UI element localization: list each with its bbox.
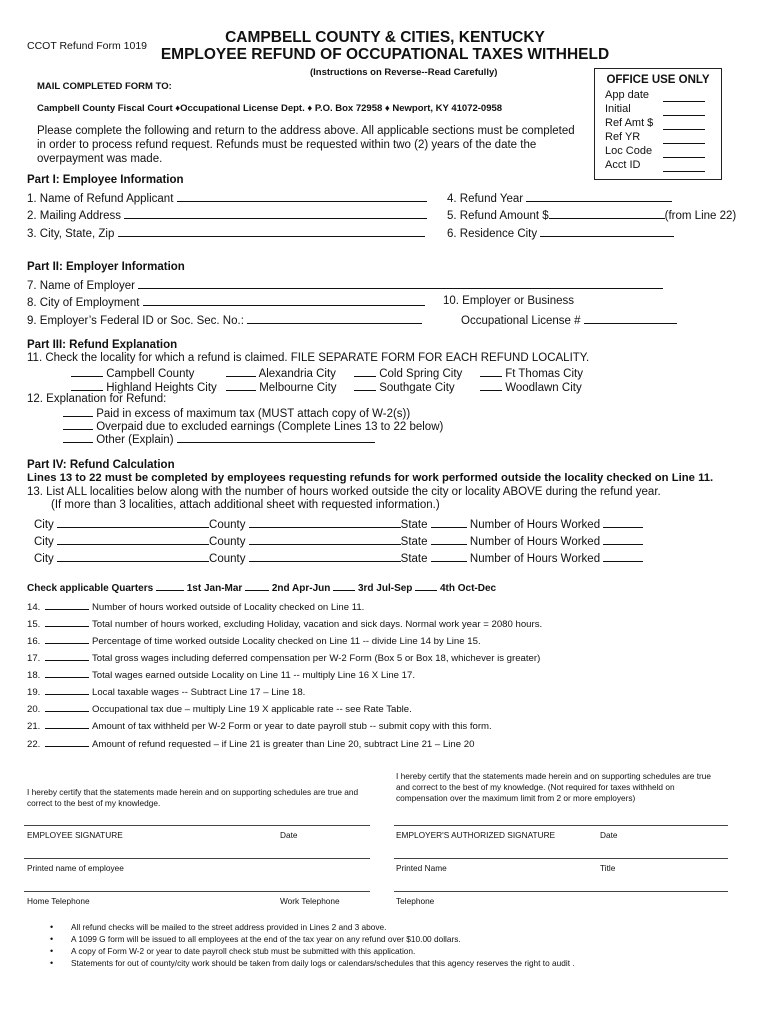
occupational-license-row bbox=[461, 313, 677, 327]
city-field-2[interactable] bbox=[57, 534, 209, 545]
intro-line2: in order to process refund request. Refunds must be requested within two (2) years of the date the bbox=[37, 139, 537, 151]
locality-ft-thomas bbox=[480, 366, 583, 380]
locality-label-southgate: Southgate City bbox=[379, 382, 455, 394]
explanation-other bbox=[63, 432, 375, 446]
calc-line-20 bbox=[27, 702, 412, 715]
locality-melbourne bbox=[226, 380, 337, 394]
applicant-name-field[interactable] bbox=[177, 191, 427, 202]
refund-amount-label: 5. Refund Amount $ bbox=[447, 210, 549, 222]
quarter-label-1: 1st Jan-Mar bbox=[186, 583, 243, 594]
locality-checkbox-southgate[interactable] bbox=[354, 380, 376, 391]
initial-field[interactable] bbox=[663, 106, 705, 116]
line13-instruction: 13. List ALL localities below along with the number of hours worked outside the city or locality ABOVE during the refund year. bbox=[27, 486, 661, 498]
locality-checkbox-melbourne[interactable] bbox=[226, 380, 256, 391]
intro-line3: overpayment was made. bbox=[37, 153, 163, 165]
hours-label: Number of Hours Worked bbox=[469, 536, 601, 548]
calc-line-text: Total number of hours worked, excluding Holiday, vacation and sick days. Normal work year = 2080 hours. bbox=[92, 619, 543, 630]
state-label: State bbox=[400, 536, 428, 548]
locality-cold-spring bbox=[354, 366, 462, 380]
employee-telephone-line[interactable] bbox=[24, 891, 370, 892]
calc-line-text: Local taxable wages -- Subtract Line 17 – Line 18. bbox=[92, 687, 306, 698]
part4-heading: Part IV: Refund Calculation bbox=[27, 459, 175, 471]
quarter-label-2: 2nd Apr-Jun bbox=[271, 583, 331, 594]
work-telephone-label: Work Telephone bbox=[280, 896, 340, 906]
locality-row-3 bbox=[34, 551, 643, 565]
refund-amount-row bbox=[447, 208, 736, 222]
instructions-note: (Instructions on Reverse--Read Carefully) bbox=[310, 67, 498, 78]
note-text-3: A copy of Form W-2 or year to date payroll check stub must be submitted with this application. bbox=[71, 946, 416, 956]
explanation-checkbox-excess[interactable] bbox=[63, 406, 93, 417]
calc-line-num: 14. bbox=[27, 602, 41, 613]
hours-label: Number of Hours Worked bbox=[469, 519, 601, 531]
calc-line-num: 16. bbox=[27, 636, 41, 647]
applicant-name-label: 1. Name of Refund Applicant bbox=[27, 193, 174, 205]
locality-southgate bbox=[354, 380, 455, 394]
calc-line-text: Total wages earned outside Locality on Line 11 -- multiply Line 16 X Line 17. bbox=[92, 670, 416, 681]
line11-instruction: 11. Check the locality for which a refund is claimed. FILE SEPARATE FORM FOR EACH REFUND LOCALITY. bbox=[27, 352, 590, 364]
county-field-2[interactable] bbox=[249, 534, 401, 545]
explanation-excess bbox=[63, 406, 410, 420]
county-field-1[interactable] bbox=[249, 517, 401, 528]
employee-signature-label: EMPLOYEE SIGNATURE bbox=[27, 830, 123, 840]
county-label: County bbox=[209, 553, 246, 565]
line12-label: 12. Explanation for Refund: bbox=[27, 393, 167, 405]
city-of-employment-row bbox=[27, 295, 425, 309]
calc-line-16 bbox=[27, 634, 481, 647]
federal-id-row bbox=[27, 313, 422, 327]
employer-cert-line2: and correct to the best of my knowledge. (Not required for taxes withheld on bbox=[396, 782, 675, 792]
city-label: City bbox=[34, 553, 54, 565]
locality-checkbox-campbell[interactable] bbox=[71, 366, 103, 377]
employee-cert-line2: correct to the best of my knowledge. bbox=[27, 798, 161, 808]
city-label: City bbox=[34, 519, 54, 531]
employer-cert-line1: I hereby certify that the statements made herein and on supporting schedules are true bbox=[396, 771, 712, 781]
city-state-zip-row bbox=[27, 226, 425, 240]
city-state-zip-label: 3. City, State, Zip bbox=[27, 228, 115, 240]
app-date-label: App date bbox=[605, 89, 650, 101]
form-id: CCOT Refund Form 1019 bbox=[27, 40, 148, 52]
printed-employee-label: Printed name of employee bbox=[27, 863, 124, 873]
quarters-label: Check applicable Quarters bbox=[27, 583, 154, 594]
loc-code-field[interactable] bbox=[663, 148, 705, 158]
calc-line-text: Number of hours worked outside of Locality checked on Line 11. bbox=[92, 602, 365, 613]
calc-line-num: 18. bbox=[27, 670, 41, 681]
locality-checkbox-alexandria[interactable] bbox=[226, 366, 256, 377]
locality-label-campbell: Campbell County bbox=[106, 368, 195, 380]
ref-amt-label: Ref Amt $ bbox=[605, 117, 654, 129]
calc-field-22[interactable] bbox=[45, 737, 89, 747]
locality-checkbox-cold-spring[interactable] bbox=[354, 366, 376, 377]
city-label: City bbox=[34, 536, 54, 548]
printed-employee-line[interactable] bbox=[24, 858, 370, 859]
calc-line-num: 22. bbox=[27, 739, 41, 750]
quarter-checkbox-2[interactable] bbox=[245, 582, 269, 591]
city-of-employment-label: 8. City of Employment bbox=[27, 297, 140, 309]
locality-checkbox-woodlawn[interactable] bbox=[480, 380, 502, 391]
note-text-2: A 1099 G form will be issued to all employees at the end of the tax year on any refund over $10.00 dollars. bbox=[71, 934, 461, 944]
calc-line-17 bbox=[27, 651, 540, 664]
calc-field-15[interactable] bbox=[45, 617, 89, 627]
calc-line-19 bbox=[27, 685, 305, 698]
printed-name-line[interactable] bbox=[394, 858, 728, 859]
calc-line-18 bbox=[27, 668, 415, 681]
locality-row-2 bbox=[34, 534, 643, 548]
county-label: County bbox=[209, 536, 246, 548]
calc-field-17[interactable] bbox=[45, 651, 89, 661]
calc-line-21 bbox=[27, 719, 492, 732]
hours-field-1[interactable] bbox=[603, 517, 643, 528]
calc-field-19[interactable] bbox=[45, 685, 89, 695]
title-label: Title bbox=[600, 863, 616, 873]
employer-name-field[interactable] bbox=[138, 278, 663, 289]
locality-checkbox-ft-thomas[interactable] bbox=[480, 366, 502, 377]
employer-cert-line3: compensation over the maximum limit from 2 or more employers) bbox=[396, 793, 636, 803]
mail-label: MAIL COMPLETED FORM TO: bbox=[37, 81, 172, 92]
calc-line-22 bbox=[27, 737, 474, 750]
employer-telephone-label: Telephone bbox=[396, 896, 435, 906]
county-label: County bbox=[209, 519, 246, 531]
mailing-address-field[interactable] bbox=[124, 208, 427, 219]
state-label: State bbox=[400, 553, 428, 565]
locality-campbell bbox=[71, 366, 194, 380]
calc-line-text: Percentage of time worked outside Locality checked on Line 11 -- divide Line 14 by Line 15. bbox=[92, 636, 481, 647]
office-use-box bbox=[594, 68, 722, 180]
printed-name-label: Printed Name bbox=[396, 863, 447, 873]
explanation-label-excluded: Overpaid due to excluded earnings (Complete Lines 13 to 22 below) bbox=[96, 421, 444, 433]
residence-city-label: 6. Residence City bbox=[447, 228, 538, 240]
explanation-other-field[interactable] bbox=[177, 432, 375, 443]
federal-id-label: 9. Employer’s Federal ID or Soc. Sec. No.: bbox=[27, 315, 244, 327]
part4-bold-note: Lines 13 to 22 must be completed by employees requesting refunds for work performed outside the locality checked on Line 11. bbox=[27, 472, 714, 484]
employee-date-label: Date bbox=[280, 830, 298, 840]
acct-id-label: Acct ID bbox=[605, 159, 641, 171]
quarter-checkbox-4[interactable] bbox=[415, 582, 437, 591]
employer-business-label: 10. Employer or Business bbox=[443, 295, 575, 307]
line13-note: (If more than 3 localities, attach additional sheet with requested information.) bbox=[51, 499, 440, 511]
locality-label-woodlawn: Woodlawn City bbox=[505, 382, 582, 394]
state-field-3[interactable] bbox=[431, 551, 467, 562]
calc-line-num: 20. bbox=[27, 704, 41, 715]
locality-woodlawn bbox=[480, 380, 582, 394]
refund-year-row bbox=[447, 191, 672, 205]
intro-line1: Please complete the following and return to the address above. All applicable sections must be completed bbox=[37, 125, 575, 137]
locality-label-alexandria: Alexandria City bbox=[258, 368, 336, 380]
note-item: • bbox=[50, 958, 54, 968]
employee-cert-line1: I hereby certify that the statements made herein and on supporting schedules are true and bbox=[27, 787, 359, 797]
explanation-checkbox-excluded[interactable] bbox=[63, 419, 93, 430]
part3-heading: Part III: Refund Explanation bbox=[27, 339, 178, 351]
state-field-2[interactable] bbox=[431, 534, 467, 545]
employee-signature-line[interactable] bbox=[24, 825, 370, 826]
acct-id-field[interactable] bbox=[663, 162, 705, 172]
state-label: State bbox=[400, 519, 428, 531]
calc-line-text: Total gross wages including deferred compensation per W-2 Form (Box 5 or Box 18, whichever is greater) bbox=[92, 653, 541, 664]
calc-line-14 bbox=[27, 600, 364, 613]
hours-label: Number of Hours Worked bbox=[469, 553, 601, 565]
mailing-address-label: 2. Mailing Address bbox=[27, 210, 121, 222]
locality-alexandria bbox=[226, 366, 336, 380]
city-field-3[interactable] bbox=[57, 551, 209, 562]
explanation-label-other: Other (Explain) bbox=[96, 434, 174, 446]
county-field-3[interactable] bbox=[249, 551, 401, 562]
explanation-checkbox-other[interactable] bbox=[63, 432, 93, 443]
calc-field-20[interactable] bbox=[45, 702, 89, 712]
quarter-label-4: 4th Oct-Dec bbox=[439, 583, 497, 594]
quarter-label-3: 3rd Jul-Sep bbox=[357, 583, 413, 594]
locality-label-melbourne: Melbourne City bbox=[259, 382, 337, 394]
quarter-checkbox-3[interactable] bbox=[333, 582, 355, 591]
part2-heading: Part II: Employer Information bbox=[27, 261, 185, 273]
hours-field-2[interactable] bbox=[603, 534, 643, 545]
calc-line-num: 19. bbox=[27, 687, 41, 698]
ref-amt-field[interactable] bbox=[663, 120, 705, 130]
residence-city-field[interactable] bbox=[540, 226, 674, 237]
mailing-address-row bbox=[27, 208, 427, 222]
employer-signature-line[interactable] bbox=[394, 825, 728, 826]
explanation-label-excess: Paid in excess of maximum tax (MUST attach copy of W-2(s)) bbox=[96, 408, 411, 420]
office-use-heading: OFFICE USE ONLY bbox=[606, 74, 710, 86]
employer-signature-label: EMPLOYER'S AUTHORIZED SIGNATURE bbox=[396, 830, 556, 840]
calc-line-num: 21. bbox=[27, 721, 41, 732]
locality-label-ft-thomas: Ft Thomas City bbox=[505, 368, 583, 380]
city-field-1[interactable] bbox=[57, 517, 209, 528]
refund-year-field[interactable] bbox=[526, 191, 672, 202]
federal-id-field[interactable] bbox=[247, 313, 422, 324]
refund-amount-field[interactable] bbox=[549, 208, 665, 219]
calc-line-num: 15. bbox=[27, 619, 41, 630]
note-item: • bbox=[50, 946, 54, 956]
note-text-4: Statements for out of county/city work should be taken from daily logs or calendars/schedules that this agency reserves the right to audit . bbox=[71, 958, 575, 968]
residence-city-row bbox=[447, 226, 674, 240]
part1-heading: Part I: Employee Information bbox=[27, 174, 184, 186]
ref-yr-field[interactable] bbox=[663, 134, 705, 144]
note-text-1: All refund checks will be mailed to the street address provided in Lines 2 and 3 above. bbox=[71, 922, 387, 932]
calc-line-15 bbox=[27, 617, 542, 630]
note-item: • bbox=[50, 934, 54, 944]
calc-field-18[interactable] bbox=[45, 668, 89, 678]
city-of-employment-field[interactable] bbox=[143, 295, 425, 306]
note-item: • bbox=[50, 922, 54, 932]
calc-line-text: Occupational tax due – multiply Line 19 X applicable rate -- see Rate Table. bbox=[92, 704, 412, 715]
form-title-line2: EMPLOYEE REFUND OF OCCUPATIONAL TAXES WITHHELD bbox=[160, 46, 610, 63]
hours-field-3[interactable] bbox=[603, 551, 643, 562]
locality-highland bbox=[71, 380, 217, 394]
calc-field-21[interactable] bbox=[45, 719, 89, 729]
app-date-field[interactable] bbox=[663, 92, 705, 102]
occupational-license-field[interactable] bbox=[584, 313, 677, 324]
ref-yr-label: Ref YR bbox=[605, 131, 641, 143]
locality-label-highland: Highland Heights City bbox=[106, 382, 217, 394]
occupational-license-label: Occupational License # bbox=[461, 315, 581, 327]
city-state-zip-field[interactable] bbox=[118, 226, 425, 237]
state-field-1[interactable] bbox=[431, 517, 467, 528]
calc-line-num: 17. bbox=[27, 653, 41, 664]
home-telephone-label: Home Telephone bbox=[27, 896, 90, 906]
calc-line-text: Amount of tax withheld per W-2 Form or year to date payroll stub -- submit copy with this form. bbox=[92, 721, 492, 732]
quarters-row bbox=[27, 582, 496, 594]
employer-date-label: Date bbox=[600, 830, 618, 840]
locality-row-1 bbox=[34, 517, 643, 531]
calc-field-14[interactable] bbox=[45, 600, 89, 610]
explanation-excluded bbox=[63, 419, 443, 433]
initial-label: Initial bbox=[605, 103, 631, 115]
locality-checkbox-highland[interactable] bbox=[71, 380, 103, 391]
calc-field-16[interactable] bbox=[45, 634, 89, 644]
mail-address: Campbell County Fiscal Court ♦Occupational License Dept. ♦ P.O. Box 72958 ♦ Newport, KY 41072-0958 bbox=[37, 103, 503, 114]
employer-telephone-line[interactable] bbox=[394, 891, 728, 892]
refund-year-label: 4. Refund Year bbox=[447, 193, 524, 205]
quarter-checkbox-1[interactable] bbox=[156, 582, 184, 591]
locality-label-cold-spring: Cold Spring City bbox=[379, 368, 463, 380]
loc-code-label: Loc Code bbox=[605, 145, 653, 157]
employer-name-label: 7. Name of Employer bbox=[27, 280, 136, 292]
calc-line-text: Amount of refund requested – if Line 21 is greater than Line 20, subtract Line 21 – Line 20 bbox=[92, 739, 475, 750]
employer-name-row bbox=[27, 278, 663, 292]
applicant-name-row bbox=[27, 191, 427, 205]
refund-amount-suffix: (from Line 22) bbox=[664, 210, 737, 222]
form-title-line1: CAMPBELL COUNTY & CITIES, KENTUCKY bbox=[225, 29, 545, 46]
